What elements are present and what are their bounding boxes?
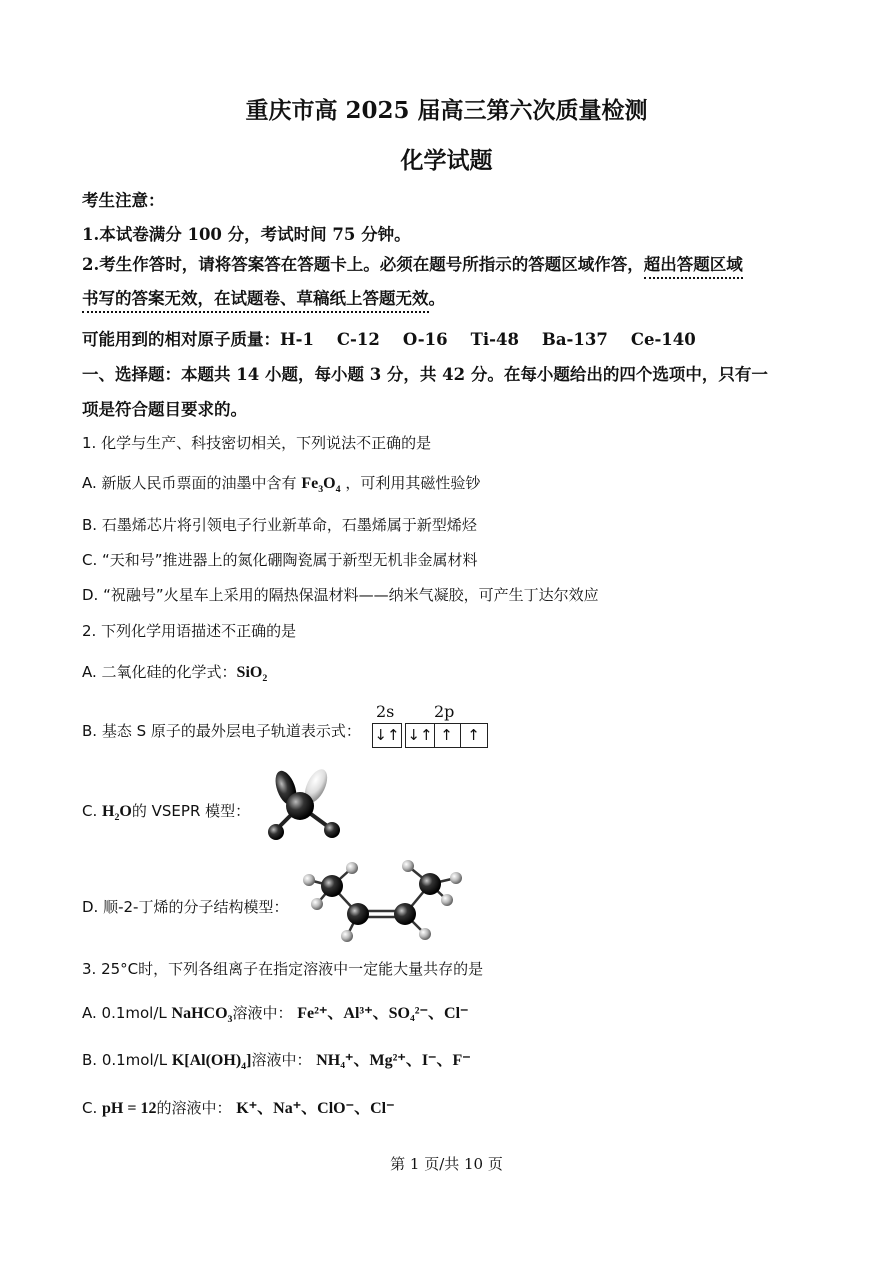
- q2-stem: 2. 下列化学用语描述不正确的是: [82, 622, 297, 640]
- q3-c-ions: K⁺、Na⁺、ClO⁻、Cl⁻: [236, 1100, 395, 1117]
- page-subtitle: 化学试题: [400, 147, 493, 174]
- section-1-line-2: 项是符合题目要求的。: [82, 400, 247, 419]
- q2-option-a: [82, 661, 267, 684]
- q2-option-d: D. 顺-2-丁烯的分子结构模型：: [82, 898, 289, 916]
- q3-b-ions: NH₄⁺、Mg²⁺、I⁻、F⁻: [316, 1052, 471, 1069]
- q2-option-b: B. 基态 S 原子的最外层电子轨道表示式：: [82, 722, 361, 740]
- orbital-label-2s: 2s: [376, 702, 395, 721]
- q3-c-mid: 的溶液中：: [156, 1099, 232, 1117]
- notice-heading: 考生注意：: [82, 191, 165, 210]
- q3-b-solute: $K[Al(OH)_4]$: [171, 1052, 252, 1073]
- q3-a-ions: Fe²⁺、Al³⁺、SO₄²⁻、Cl⁻: [297, 1005, 469, 1022]
- q3-a-prefix: A. 0.1mol/L: [82, 1004, 172, 1022]
- h2o-vsepr-model: [262, 768, 352, 848]
- q2-c-formula: $H_2O$: [102, 803, 132, 824]
- orbital-diagram: [372, 700, 490, 750]
- q1-a-formula: $Fe_3O_4$: [301, 475, 341, 496]
- page-footer: 第 1 页/共 10 页: [390, 1155, 503, 1173]
- q3-option-c: [82, 1095, 395, 1118]
- notice-item-2-cont: [82, 285, 445, 309]
- q2-a-formula: SiO$_2$: [236, 664, 268, 685]
- section-1-line-1: 一、选择题：本题共 14 小题，每小题 3 分，共 42 分。在每小题给出的四个选项中，只有一: [82, 365, 768, 384]
- q1-option-d: D. “祝融号”火星车上采用的隔热保温材料——纳米气凝胶，可产生丁达尔效应: [82, 586, 599, 604]
- q3-b-prefix: B. 0.1mol/L: [82, 1051, 172, 1069]
- q3-c-prefix: C.: [82, 1099, 103, 1117]
- orbital-label-2p: 2p: [434, 702, 455, 721]
- q2-c-suffix: 的 VSEPR 模型：: [131, 802, 251, 820]
- q3-c-condition: pH = 12: [102, 1100, 157, 1117]
- q2-c-prefix: C.: [82, 802, 103, 820]
- notice-end: 。: [428, 289, 445, 308]
- q3-b-mid: 溶液中：: [251, 1051, 312, 1069]
- orbital-box-2s: ↓↑: [372, 723, 402, 748]
- q2-option-c: [82, 800, 250, 823]
- q3-option-b: [82, 1047, 471, 1072]
- q1-option-b: B. 石墨烯芯片将引领电子行业新革命，石墨烯属于新型烯烃: [82, 516, 477, 534]
- q3-a-solute: NaHCO$_3$: [171, 1005, 233, 1026]
- atomic-mass-line: 可能用到的相对原子质量：H-1 C-12 O-16 Ti-48 Ba-137 Ce-140: [82, 330, 696, 349]
- q1-a-prefix: A. 新版人民币票面的油墨中含有: [82, 474, 297, 492]
- q3-stem: 3. 25°C时，下列各组离子在指定溶液中一定能大量共存的是: [82, 960, 484, 978]
- q3-option-a: [82, 1000, 468, 1025]
- notice-item-2-text: 2.考生作答时，请将答案答在答题卡上。必须在题号所指示的答题区域作答，: [82, 255, 644, 274]
- q1-stem: 1. 化学与生产、科技密切相关，下列说法不正确的是: [82, 434, 432, 452]
- orbital-box-2p-3: ↑: [460, 723, 488, 748]
- notice-emphasis-2: 书写的答案无效，在试题卷、草稿纸上答题无效: [82, 289, 429, 313]
- cis-2-butene-model: [295, 856, 470, 946]
- notice-item-2: [82, 251, 743, 275]
- orbital-box-2p-1: ↓↑: [405, 723, 435, 748]
- page-title: 重庆市高 2025 届高三第六次质量检测: [245, 97, 648, 124]
- q3-a-mid: 溶液中：: [232, 1004, 293, 1022]
- q2-a-prefix: A. 二氧化硅的化学式：: [82, 663, 237, 681]
- notice-emphasis-1: 超出答题区域: [644, 255, 743, 279]
- q1-a-suffix: ，可利用其磁性验钞: [345, 474, 481, 492]
- orbital-box-2p-2: ↑: [433, 723, 461, 748]
- q1-option-a: [82, 472, 480, 495]
- notice-item-1: 1.本试卷满分 100 分，考试时间 75 分钟。: [82, 225, 411, 244]
- q1-option-c: C. “天和号”推进器上的氮化硼陶瓷属于新型无机非金属材料: [82, 551, 478, 569]
